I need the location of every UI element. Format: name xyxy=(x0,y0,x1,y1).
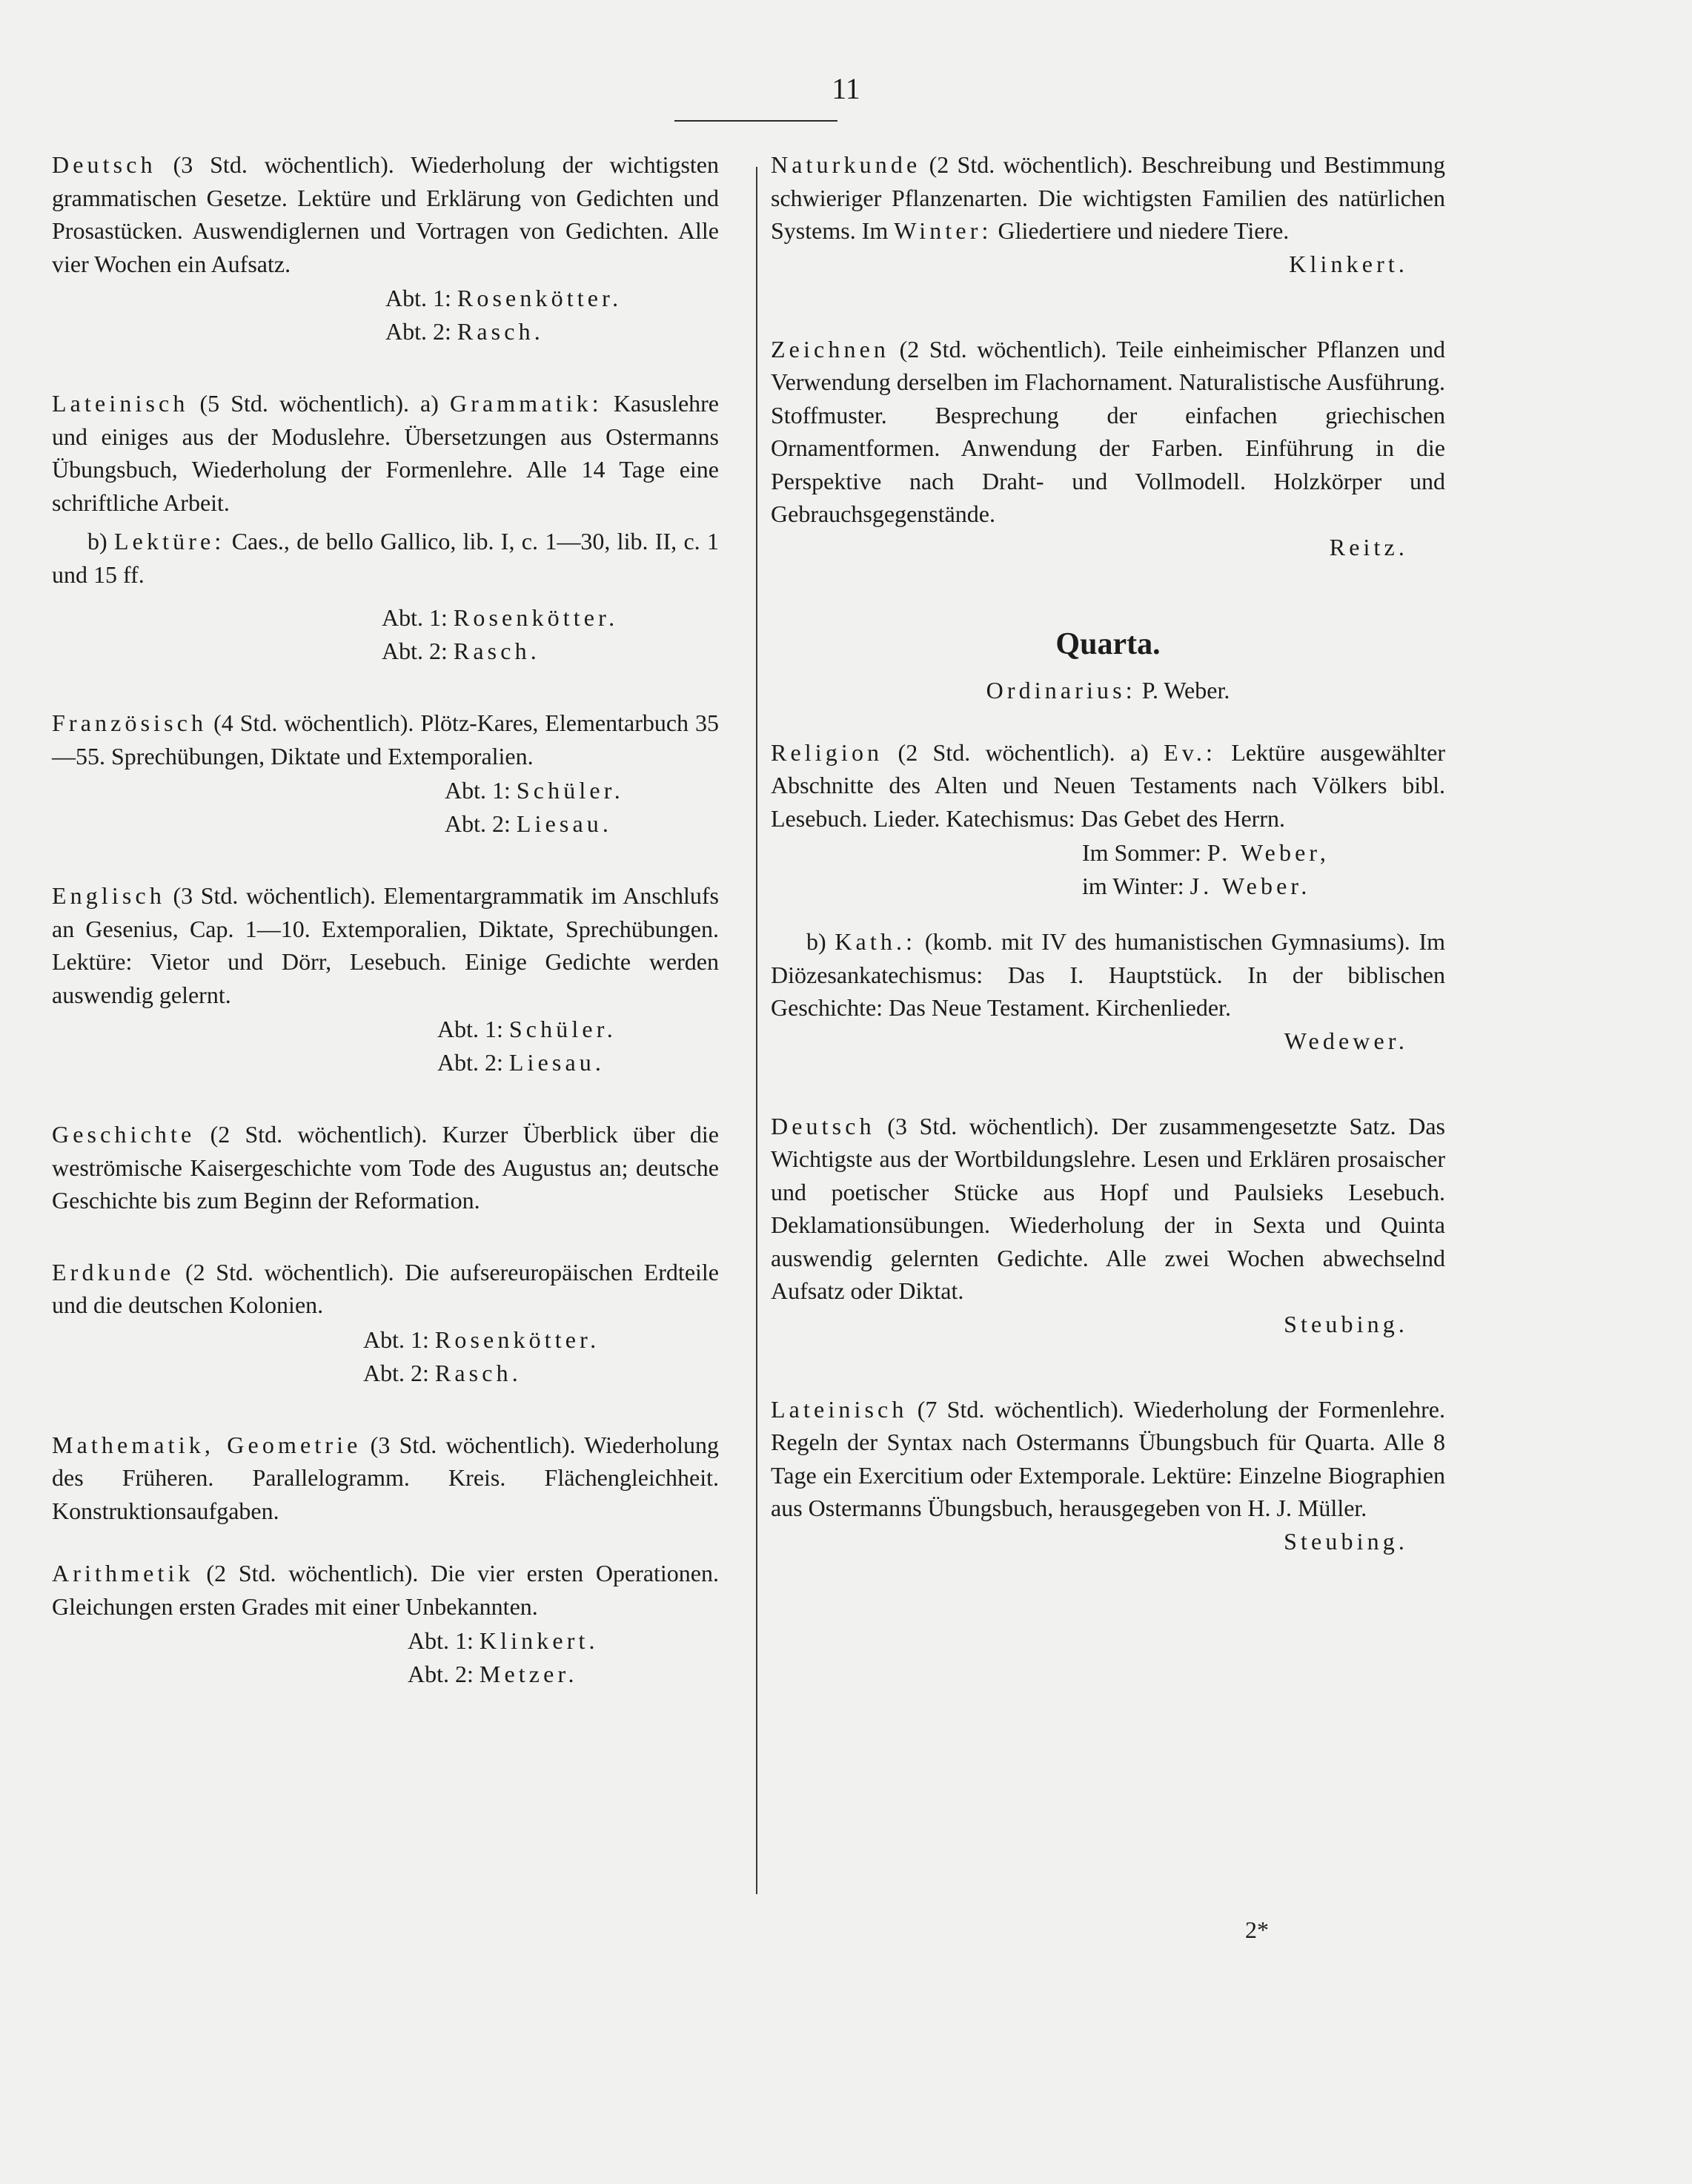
sub-label: Grammatik: xyxy=(449,390,603,417)
subject-deutsch: Deutsch xyxy=(771,1112,875,1139)
entry-text: (3 Std. wöchentlich). Der zusammengesetzte Satz. Das Wichtigste aus der Wortbildungslehre. Lesen und Erklären prosaischer und poetischer Stücke aus Hopf und Paulsieks Lesebuch. Deklamationsübungen. Wiederholung der in Sexta und Quinta auswendig gelernten Gedichte. Alle zwei Wochen abwechselnd Aufsatz oder Diktat. xyxy=(771,1112,1445,1304)
subject-geschichte: Geschichte xyxy=(52,1121,196,1148)
teacher-name: Rosenkötter. xyxy=(453,604,619,631)
teacher-list xyxy=(408,1624,719,1691)
entry-zeichnen xyxy=(771,333,1445,564)
teacher-prefix: Abt. 2: xyxy=(408,1661,480,1687)
entry-text: (2 Std. wöchentlich). Die vier ersten Operationen. Gleichungen ersten Grades mit einer Unbekannten. xyxy=(52,1560,719,1620)
teacher-prefix: Abt. 2: xyxy=(437,1049,509,1076)
teacher-list xyxy=(445,774,719,841)
teacher-name: Rosenkötter. xyxy=(434,1326,600,1353)
teacher-name: Liesau. xyxy=(508,1049,606,1076)
teacher-name: P. Weber, xyxy=(1207,839,1330,866)
teacher-list xyxy=(1082,836,1445,903)
entry-text: (3 Std. wöchentlich). Wiederholung der wichtigsten grammatischen Gesetze. Lektüre und Erklärung von Gedichten und Prosastücken. Auswendiglernen und Vortragen von Gedichten. Alle vier Wochen ein Aufsatz. xyxy=(52,151,719,277)
entry-naturkunde xyxy=(771,148,1445,281)
entry-text: Kasuslehre und einiges aus der Moduslehre. Übersetzungen aus Ostermanns Übungsbuch, Wiederholung der Formenlehre. Alle 14 Tage eine schriftliche Arbeit. xyxy=(52,390,720,516)
ordinarius xyxy=(771,674,1445,707)
teacher-name: Wedewer. xyxy=(1284,1027,1408,1054)
teacher-prefix: Im Sommer: xyxy=(1082,839,1207,866)
teacher-name: Liesau. xyxy=(516,810,613,837)
entry-text: (5 Std. wöchentlich). a) xyxy=(188,390,450,417)
teacher-list xyxy=(382,601,719,668)
entry-franzoesisch xyxy=(52,707,719,841)
teacher-prefix: Abt. 1: xyxy=(445,777,517,804)
left-column xyxy=(52,148,719,1691)
teacher-prefix: im Winter: xyxy=(1082,873,1190,899)
teacher-name: Schüler. xyxy=(516,777,624,804)
entry-text: (2 Std. wöchentlich). Die aufsereuropäischen Erdteile und die deutschen Kolonien. xyxy=(52,1258,719,1318)
column-divider xyxy=(756,167,757,1894)
ordinarius-label: Ordinarius: xyxy=(986,676,1136,704)
teacher-list xyxy=(363,1323,719,1390)
sub-label: Kath.: xyxy=(835,928,917,955)
teacher-prefix: Abt. 1: xyxy=(382,604,454,631)
teacher-prefix: Abt. 1: xyxy=(385,285,457,311)
sub-label: Ev.: xyxy=(1164,738,1216,766)
entry-geschichte xyxy=(52,1118,719,1217)
entry-text: (3 Std. wöchentlich). Wiederholung des Früheren. Parallelogramm. Kreis. Flächengleichheit. Konstruktionsaufgaben. xyxy=(52,1431,719,1524)
teacher-name: Rasch. xyxy=(453,638,540,664)
entry-religion xyxy=(771,736,1445,1058)
sub-label: Lektüre: xyxy=(114,528,225,555)
subject-lateinisch: Lateinisch xyxy=(52,390,189,417)
subject-naturkunde: Naturkunde xyxy=(771,151,921,178)
subject-zeichnen: Zeichnen xyxy=(771,335,890,363)
teacher-prefix: Abt. 1: xyxy=(363,1326,435,1353)
teacher-name: Rosenkötter. xyxy=(457,285,623,311)
entry-text: (2 Std. wöchentlich). Teile einheimischer Pflanzen und Verwendung derselben im Flachornament. Naturalistische Ausführung. Stoffmuster. Besprechung der einfachen griechischen Ornamentformen. Anwendung der Farben. Einführung in die Perspektive nach Draht- und Vollmodell. Holzkörper und Gebrauchsgegenstände. xyxy=(771,335,1445,527)
entry-text: Caes., de bello Gallico, lib. I, c. 1—30, lib. II, c. 1 und 15 ff. xyxy=(52,528,719,588)
sub-prefix: b) xyxy=(87,528,114,555)
entry-text: (2 Std. wöchentlich). a) xyxy=(883,738,1164,766)
entry-deutsch xyxy=(52,148,719,348)
subject-franzoesisch: Französisch xyxy=(52,709,208,736)
teacher-name: Schüler. xyxy=(508,1016,617,1042)
entry-arithmetik xyxy=(52,1557,719,1691)
teacher-name: Metzer. xyxy=(479,1661,578,1687)
teacher-name: Rasch. xyxy=(434,1359,522,1386)
entry-mathematik xyxy=(52,1429,719,1528)
teacher-list xyxy=(437,1013,719,1079)
teacher-name: J. Weber. xyxy=(1190,873,1311,899)
subject-religion: Religion xyxy=(771,738,883,766)
sheet-signature: 2* xyxy=(1245,1916,1269,1943)
sub-prefix: b) xyxy=(806,928,835,955)
subject-arithmetik: Arithmetik xyxy=(52,1560,194,1586)
teacher-name: Reitz. xyxy=(1329,533,1408,560)
teacher-prefix: Abt. 2: xyxy=(385,318,457,345)
entry-text: (4 Std. wöchentlich). Plötz-Kares, Elementarbuch 35—55. Sprechübungen, Diktate und Extemporalien. xyxy=(52,709,719,770)
subject-erdkunde: Erdkunde xyxy=(52,1258,175,1285)
page-number: 11 xyxy=(832,72,860,105)
entry-text: (7 Std. wöchentlich). Wiederholung der Formenlehre. Regeln der Syntax nach Ostermanns Übungsbuch für Quarta. Alle 8 Tage ein Exercitium oder Extemporale. Lektüre: Einzelne Biographien aus Ostermanns Übungsbuch, herausgegeben von H. J. Müller. xyxy=(771,1395,1445,1521)
teacher-prefix: Abt. 2: xyxy=(363,1359,435,1386)
teacher-prefix: Abt. 2: xyxy=(382,638,454,664)
entry-text: Gliedertiere und niedere Tiere. xyxy=(992,217,1290,244)
subject-deutsch: Deutsch xyxy=(52,151,156,178)
teacher-name: Steubing. xyxy=(1284,1310,1408,1337)
page-number-rule xyxy=(674,120,837,122)
entry-text: (komb. mit IV des humanistischen Gymnasiums). Im Diözesankatechismus: Das I. Hauptstück. In der biblischen Geschichte: Das Neue Testament. Kirchenlieder. xyxy=(771,928,1446,1021)
entry-lateinisch-quarta xyxy=(771,1393,1445,1558)
teacher-name: Klinkert. xyxy=(1289,250,1408,277)
entry-text: (2 Std. wöchentlich). Kurzer Überblick über die weströmische Kaisergeschichte vom Tode des Augustus an; deutsche Geschichte bis zum Beginn der Reformation. xyxy=(52,1121,719,1214)
entry-lateinisch xyxy=(52,387,719,668)
teacher-prefix: Abt. 2: xyxy=(445,810,517,837)
teacher-list xyxy=(385,282,719,348)
ordinarius-name: P. Weber. xyxy=(1135,676,1230,704)
teacher-name: Klinkert. xyxy=(479,1627,599,1654)
entry-deutsch-quarta xyxy=(771,1110,1445,1341)
teacher-name: Steubing. xyxy=(1284,1527,1408,1555)
entry-text: (3 Std. wöchentlich). Elementargrammatik im Anschlufs an Gesenius, Cap. 1—10. Extemporalien, Diktate, Sprechübungen. Lektüre: Vietor und Dörr, Lesebuch. Einige Gedichte werden auswendig gelernt. xyxy=(52,882,719,1008)
entry-erdkunde xyxy=(52,1256,719,1390)
entry-text: Lektüre ausgewählter Abschnitte des Alten und Neuen Testaments nach Völkers bibl. Lesebuch. Lieder. Katechismus: Das Gebet des Herrn. xyxy=(771,738,1445,832)
entry-text: (2 Std. wöchentlich). Beschreibung und Bestimmung schwieriger Pflanzenarten. Die wichtigsten Familien des natürlichen Systems. Im xyxy=(771,151,1445,244)
right-column xyxy=(771,148,1445,1558)
subject-lateinisch: Lateinisch xyxy=(771,1395,908,1423)
section-heading: Quarta. xyxy=(1055,626,1161,661)
subject-englisch: Englisch xyxy=(52,882,165,909)
teacher-prefix: Abt. 1: xyxy=(437,1016,509,1042)
entry-englisch xyxy=(52,879,719,1079)
sub-label: Winter: xyxy=(894,217,992,244)
subject-mathematik: Mathematik, Geometrie xyxy=(52,1431,362,1458)
teacher-name: Rasch. xyxy=(457,318,544,345)
teacher-prefix: Abt. 1: xyxy=(408,1627,480,1654)
